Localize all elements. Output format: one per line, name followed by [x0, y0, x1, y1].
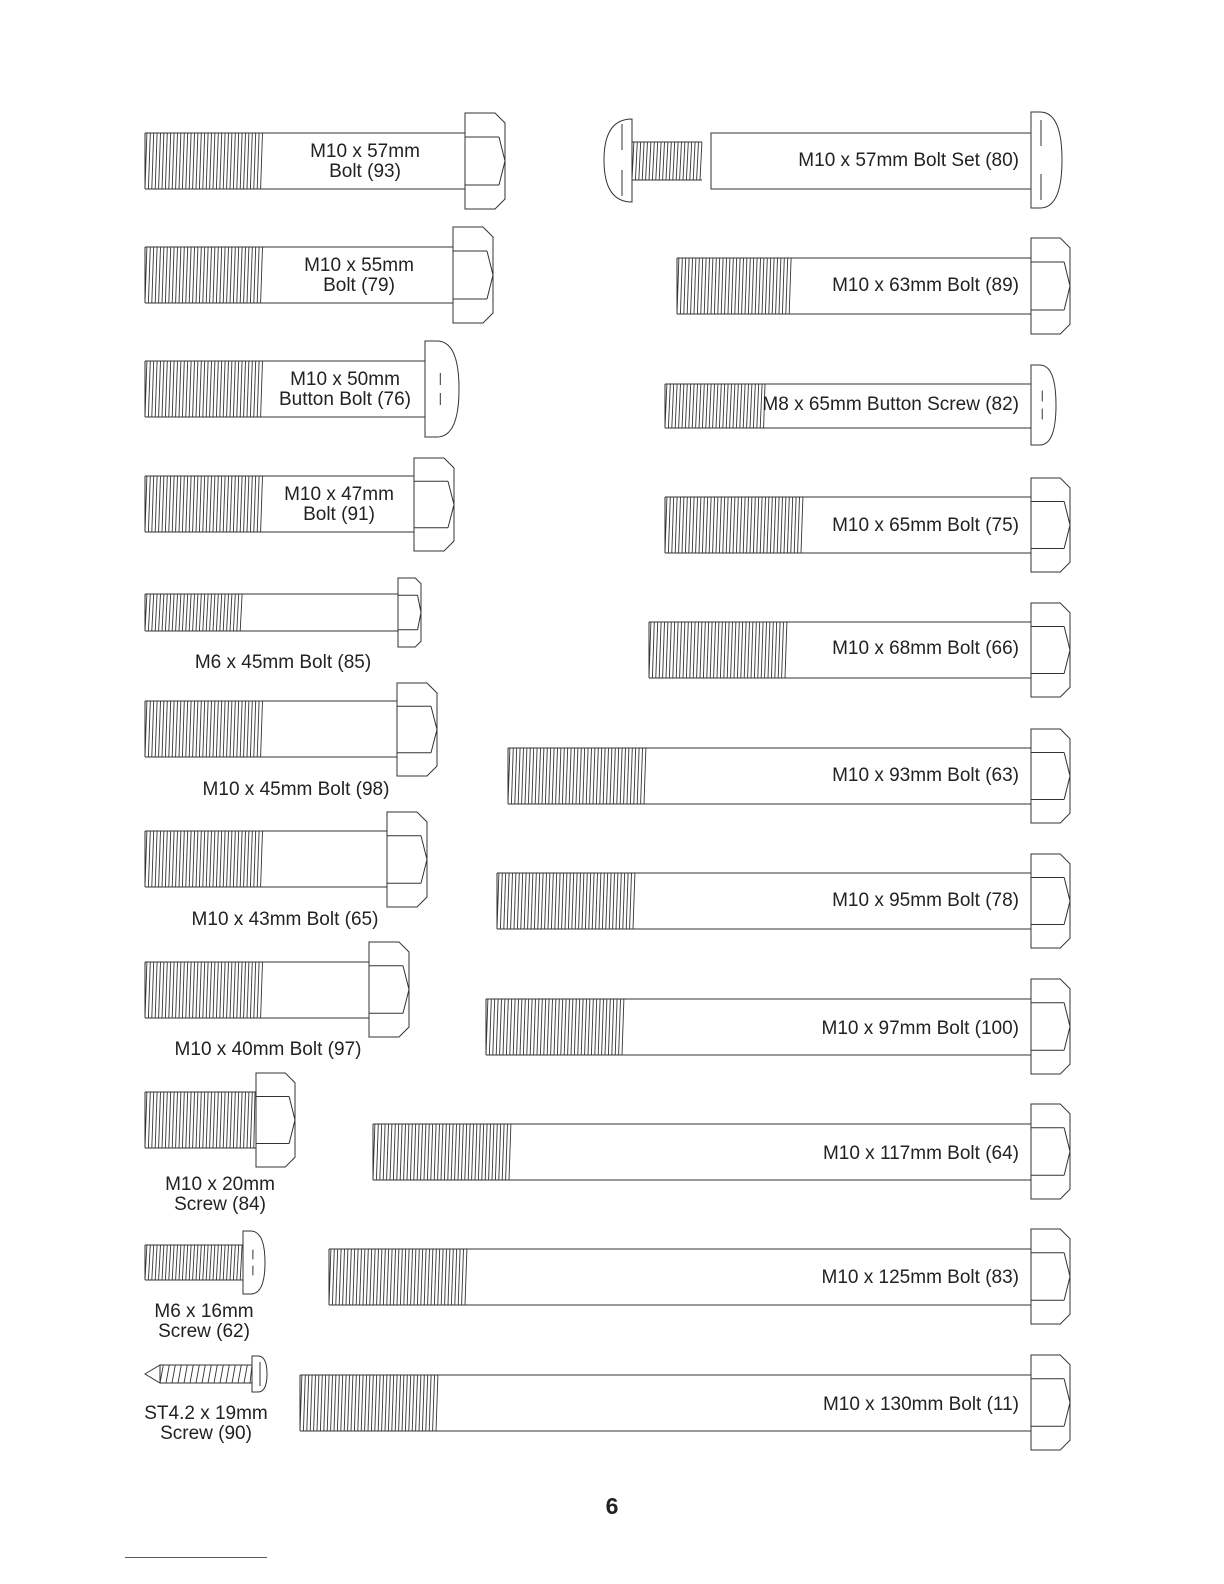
screw-p90: [145, 1356, 267, 1392]
bolt-p84: [145, 1073, 295, 1167]
label-p76-line2: Button Bolt (76): [278, 389, 412, 410]
bolt-p85: [145, 578, 421, 647]
label-p83: M10 x 125mm Bolt (83): [821, 1267, 1019, 1288]
bolt-p97: [145, 942, 409, 1037]
label-p76-line1: M10 x 50mm: [290, 369, 400, 390]
label-p93-line2: Bolt (93): [329, 161, 401, 182]
bolt-p65: [145, 812, 427, 907]
label-p90-line2: Screw (90): [160, 1423, 252, 1444]
label-p66: M10 x 68mm Bolt (66): [832, 638, 1019, 659]
label-p82: M8 x 65mm Button Screw (82): [762, 394, 1019, 415]
label-p63: M10 x 93mm Bolt (63): [832, 765, 1019, 786]
label-p80: M10 x 57mm Bolt Set (80): [798, 150, 1019, 171]
bolt-p98: [145, 683, 437, 776]
label-p91-line2: Bolt (91): [303, 504, 375, 525]
label-p78: M10 x 95mm Bolt (78): [832, 890, 1019, 911]
label-p64: M10 x 117mm Bolt (64): [822, 1143, 1019, 1164]
label-p62-line1: M6 x 16mm: [154, 1301, 254, 1322]
label-p65: M10 x 43mm Bolt (65): [191, 909, 379, 930]
label-p97: M10 x 40mm Bolt (97): [174, 1039, 362, 1060]
footer-rule: [125, 1557, 267, 1558]
label-p62-line2: Screw (62): [158, 1321, 250, 1342]
label-p79-line2: Bolt (79): [323, 275, 395, 296]
label-p93-line1: M10 x 57mm: [310, 141, 420, 162]
label-p85: M6 x 45mm Bolt (85): [194, 652, 372, 673]
page-number: 6: [605, 1493, 619, 1519]
label-p100: M10 x 97mm Bolt (100): [821, 1018, 1019, 1039]
label-p75: M10 x 65mm Bolt (75): [832, 515, 1019, 536]
label-p79-line1: M10 x 55mm: [304, 255, 414, 276]
label-p84-line1: M10 x 20mm: [165, 1174, 275, 1195]
label-p11: M10 x 130mm Bolt (11): [822, 1394, 1019, 1415]
label-p90-line1: ST4.2 x 19mm: [144, 1403, 268, 1424]
label-p84-line2: Screw (84): [174, 1194, 266, 1215]
screw-p62: [145, 1231, 265, 1294]
label-p98: M10 x 45mm Bolt (98): [202, 779, 390, 800]
label-p91-line1: M10 x 47mm: [284, 484, 394, 505]
label-p89: M10 x 63mm Bolt (89): [832, 275, 1019, 296]
